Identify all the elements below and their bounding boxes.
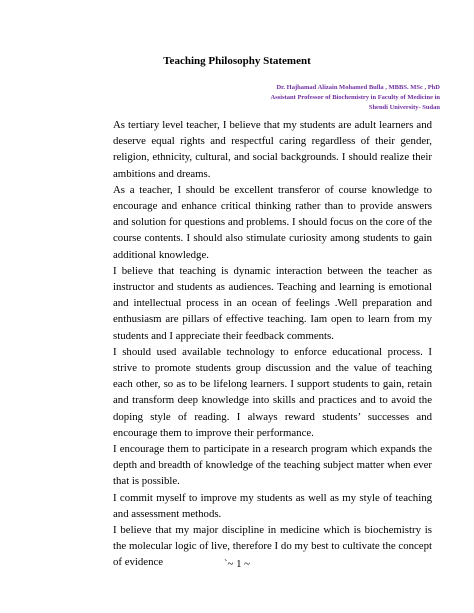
document-title: Teaching Philosophy Statement bbox=[163, 55, 311, 67]
paragraph: I believe that teaching is dynamic interaction between the teacher as instructor and students as audiences. Teaching and learning is emotional and intellectual process in an ocean of feelings .Well preparation and enthusiasm are pillars of effective teaching. Iam open to learn from my students and I appreciate their feedback comments. bbox=[113, 264, 432, 342]
author-institution: Shendi University- Sudan bbox=[368, 104, 440, 111]
page-number: `~ 1 ~ bbox=[223, 558, 251, 570]
paragraph: As a teacher, I should be excellent transferor of course knowledge to encourage and enhance critical thinking rather than to provide answers and solution for questions and problems. I should focus on the core of the course contents. I should also stimulate curiosity among students to gain additional knowledge. bbox=[113, 183, 432, 261]
author-name: Dr. Hajhamad Alizain Mohamed Bulla , MBBS. MSc , PhD bbox=[276, 84, 440, 91]
author-position: Assistant Professor of Biochemistry in Faculty of Medicine in bbox=[270, 94, 440, 101]
paragraph: I encourage them to participate in a research program which expands the depth and breadth of knowledge of the teaching subject matter when ever that is possible. bbox=[113, 443, 432, 488]
paragraph: As tertiary level teacher, I believe that my students are adult learners and deserve equal rights and respectful caring regardless of their gender, religion, ethnicity, cultural, and social backgrounds. I should realize their ambitions and dreams. bbox=[113, 119, 432, 180]
body-text bbox=[113, 117, 432, 571]
paragraph: I commit myself to improve my students as well as my style of teaching and assessment methods. bbox=[113, 491, 432, 520]
paragraph: I believe that my major discipline in medicine which is biochemistry is the molecular logic of live, therefore I do my best to cultivate the concept of evidence bbox=[113, 524, 432, 569]
author-block bbox=[190, 83, 440, 113]
paragraph: I should used available technology to enforce educational process. I strive to promote students group discussion and the value of teaching each other, so as to be lifelong learners. I support students to gain, retain and transform deep knowledge into skills and practices and to avoid the doping style of reading. I always reward students’ successes and encourage them to improve their performance. bbox=[113, 345, 432, 439]
